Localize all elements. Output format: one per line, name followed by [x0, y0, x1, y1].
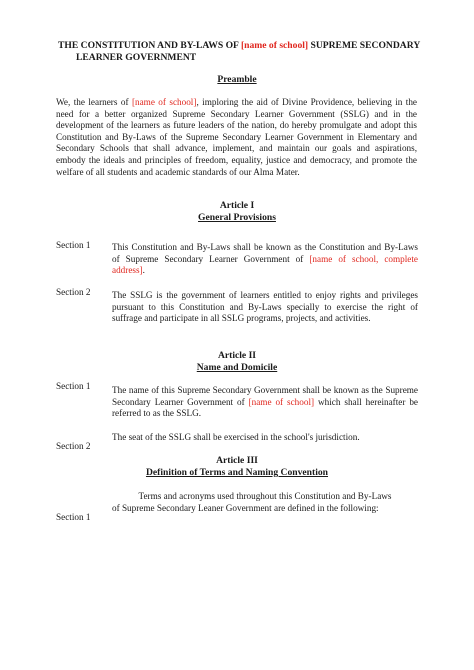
article-1-heading: Article I: [219, 200, 255, 211]
article-1-section-1-label: Section 1: [56, 240, 91, 250]
title-line-2: LEARNER GOVERNMENT: [76, 52, 197, 63]
article-3-subheading: Definition of Terms and Naming Convention: [145, 467, 329, 478]
article-2-section-2-text: The seat of the SSLG shall be exercised in the school's jurisdiction.: [112, 432, 360, 442]
article-3-section-1-label: Section 1: [56, 512, 91, 522]
article-2-subheading: Name and Domicile: [196, 362, 278, 373]
article-3-section-1-text: [112, 491, 418, 514]
article-1-section-1-text: [112, 242, 418, 277]
title-part-2: SUPREME SECONDARY: [308, 40, 421, 51]
document-title: [58, 40, 428, 64]
preamble-text-a: We, the learners of: [56, 97, 132, 107]
title-school-placeholder: [name of school]: [240, 40, 309, 51]
article-1-section-2-text: The SSLG is the government of learners entitled to enjoy rights and privileges pursuant to this Constitution and By-Laws specially to exercise the right of suffrage and participate in all SSLG programs, projects, and activities.: [112, 290, 418, 324]
a1s1-text-a: This Constitution and By-Laws shall be known as the Constitution and By-Laws of Supreme Secondary Learner Government of: [112, 242, 418, 264]
article-3-heading: Article III: [216, 455, 258, 466]
title-part-1: THE CONSTITUTION AND BY-LAWS OF: [58, 40, 241, 51]
a2s1-text-a: The name of this Supreme Secondary Government shall be known as the Supreme Secondary Learner Government of: [112, 385, 418, 407]
article-2-heading: Article II: [217, 350, 257, 361]
a1s1-address-placeholder: [name of school, complete address]: [112, 253, 418, 276]
article-1-subheading: General Provisions: [198, 212, 276, 223]
a2s1-school-placeholder: [name of school]: [248, 396, 315, 407]
preamble-text-b: , imploring the aid of Divine Providence, believing in the need for a better organized Supreme Secondary Learner Government (SSLG) and in the development of the learners as future leaders of the nation, do hereby promulgate and adopt this Constitution and By-Laws of the Supreme Secondary Learner Government in Elementary and Secondary Schools that shall advance, implement, and maintain our goals and aspirations, embody the ideals and principles of freedom, equality, justice and democracy, and promote the welfare of all students and academic standards of our Alma Mater.: [56, 97, 418, 177]
a1s1-text-b: .: [142, 265, 145, 276]
preamble-school-placeholder: [name of school]: [131, 97, 197, 107]
article-2-section-1-label: Section 1: [56, 381, 91, 391]
a2s1-text-b: which shall hereinafter be referred to as the SSLG.: [112, 396, 418, 419]
article-1-section-2-label: Section 2: [56, 287, 91, 297]
a3s1-rest: of Supreme Secondary Leaner Government are defined in the following:: [112, 502, 379, 513]
preamble-heading: Preamble: [217, 74, 257, 85]
article-2-section-1-text: [112, 385, 418, 420]
a3s1-line-1: Terms and acronyms used throughout this Constitution and By-Laws: [138, 491, 392, 501]
article-2-section-2-label: Section 2: [56, 441, 91, 451]
preamble-paragraph: [56, 97, 417, 178]
